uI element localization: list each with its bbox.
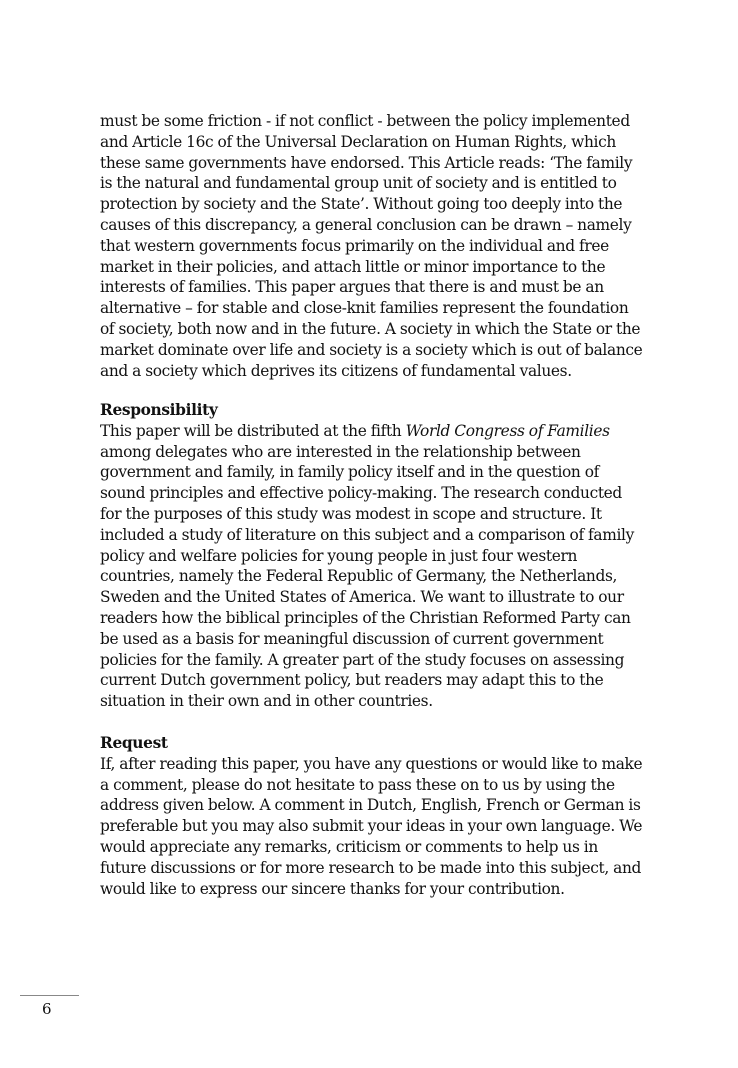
responsibility-text-end: among delegates who are interested in the relationship between government and family, in family policy itself and in the question of sound principles and effective policy-making. The research conducted for the purposes of this study was modest in scope and structure. It included a study of literature on this subject and a comparison of family policy and welfare policies for young people in just four western countries, namely the Federal Republic of Germany, the Netherlands, Sweden and the United States of America. We want to illustrate to our readers how the biblical principles of the Christian Reformed Party can be used as a basis for meaningful discussion of current government policies for the family. A greater part of the study focuses on assessing current Dutch government policy, but readers may adapt this to the situation in their own and in other countries. xyxy=(100,442,634,711)
intro-paragraph: must be some friction - if not conflict - between the policy implemented and Article 16c of the Universal Declaration on Human Rights, which these same governments have endorsed. This Article reads: ‘The family is the natural and fundamental group unit of society and is entitled to protection by society and the State’. Without going too deeply into the causes of this discrepancy, a general conclusion can be drawn – namely that western governments focus primarily on the individual and free market in their policies, and attach little or minor importance to the interests of families. This paper argues that there is and must be an alternative – for stable and close-knit families represent the foundation of society, both now and in the future. A society in which the State or the market dominate over life and society is a society which is out of balance and a society which deprives its citizens of fundamental values. xyxy=(100,112,643,380)
page-number: 6 xyxy=(42,1000,52,1018)
responsibility-section xyxy=(100,400,645,712)
congress-title: World Congress of Families xyxy=(405,421,610,440)
responsibility-heading: Responsibility xyxy=(100,401,218,419)
footer-rule xyxy=(20,995,79,996)
request-section xyxy=(100,733,645,899)
request-heading: Request xyxy=(100,734,168,752)
request-paragraph: If, after reading this paper, you have any questions or would like to make a comment, please do not hesitate to pass these on to us by using the address given below. A comment in Dutch, English, French or German is preferable but you may also submit your ideas in your own language. We would appreciate any remarks, criticism or comments to help us in future discussions or for more research to be made into this subject, and would like to express our sincere thanks for your contribution. xyxy=(100,754,643,898)
intro-section xyxy=(100,111,645,381)
responsibility-text-start: This paper will be distributed at the fifth xyxy=(100,421,406,440)
responsibility-paragraph xyxy=(100,421,645,712)
